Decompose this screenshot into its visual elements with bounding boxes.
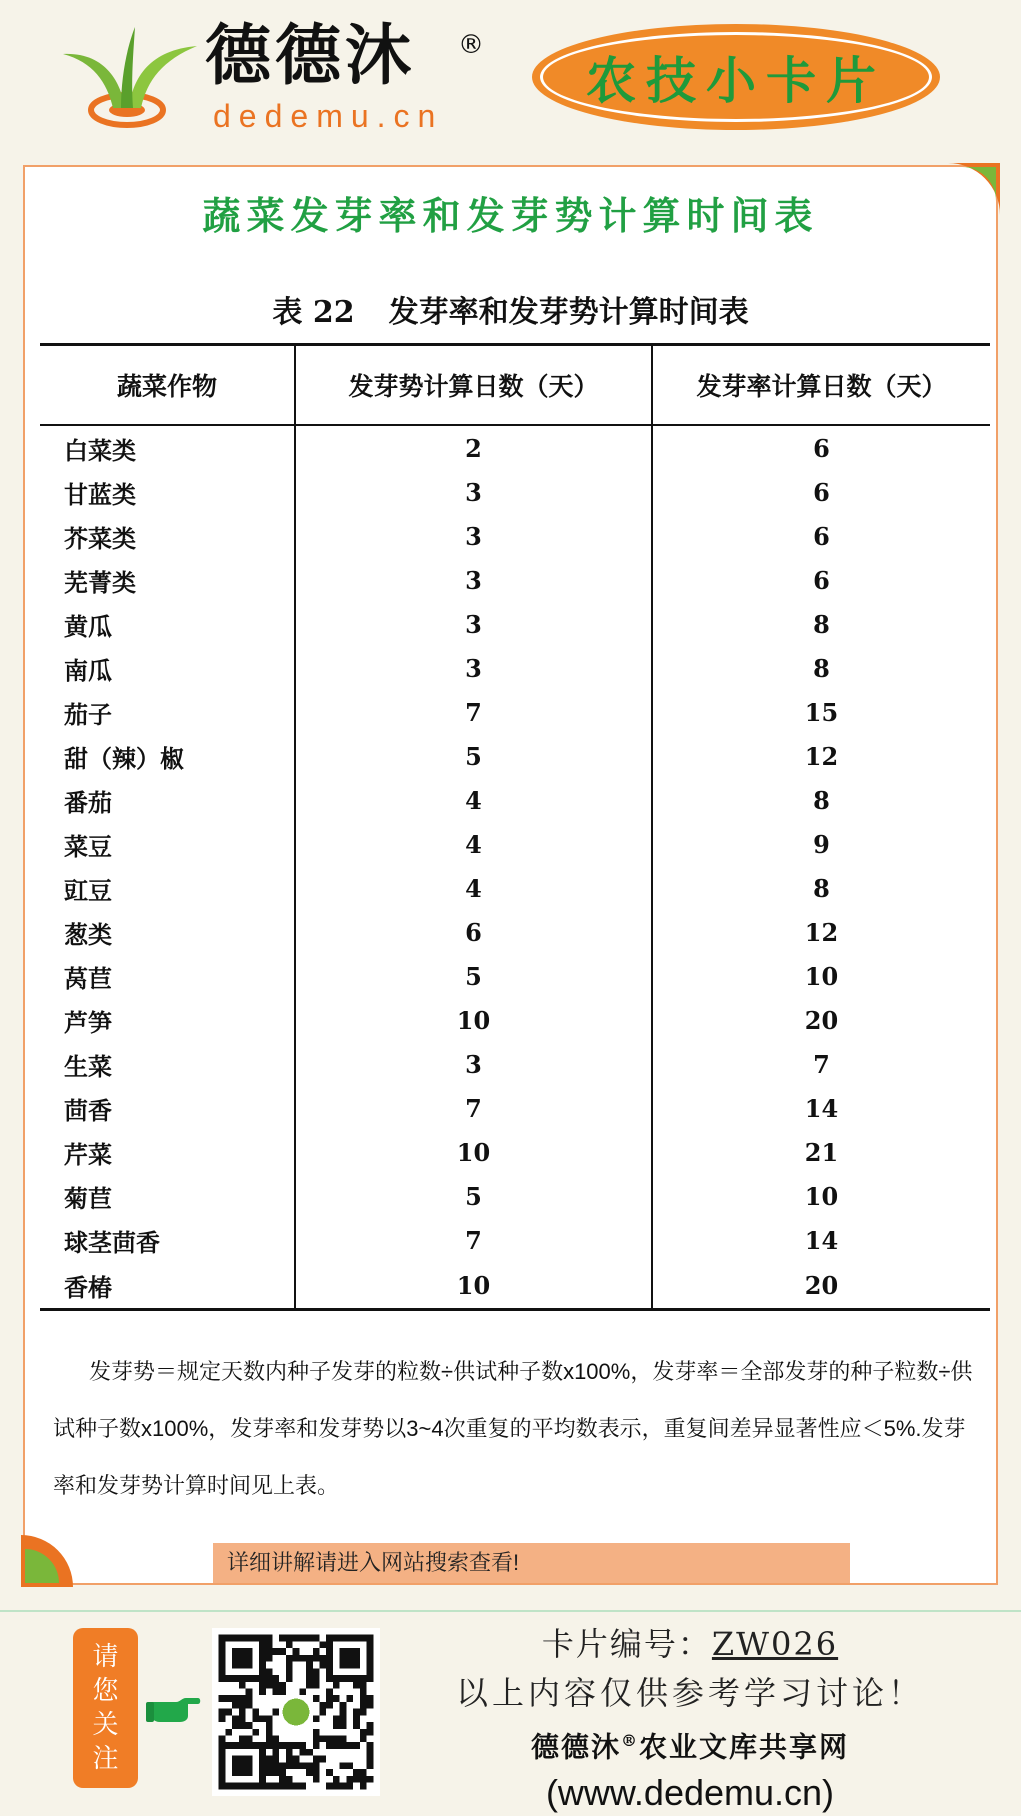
cell-rate-days: 6	[813, 521, 830, 551]
table-row	[40, 1262, 990, 1310]
cell-vigor-days: 3	[295, 514, 652, 558]
cell-rate-days: 10	[804, 1181, 839, 1211]
cell-rate-days: 8	[813, 653, 830, 683]
brand-name: 德德沐	[205, 16, 415, 94]
table-number: 表 22	[272, 295, 355, 330]
cell-vigor-days: 3	[295, 646, 652, 690]
site-name-brand: 德德沐	[530, 1730, 621, 1764]
follow-char: 注	[92, 1744, 119, 1774]
sprout-logo-icon	[55, 22, 205, 137]
detail-note: 详细讲解请进入网站搜索查看!	[213, 1543, 850, 1583]
cell-vigor-days: 6	[295, 910, 652, 954]
cell-crop: 菊苣	[40, 1174, 295, 1218]
table-row	[40, 822, 990, 866]
cell-vigor-days: 7	[295, 1218, 652, 1262]
column-header-crop: 蔬菜作物	[40, 345, 295, 426]
cell-crop: 白菜类	[40, 425, 295, 470]
table-caption-text: 发芽率和发芽势计算时间表	[388, 295, 749, 330]
cell-rate-days: 14	[804, 1225, 839, 1255]
cell-crop: 番茄	[40, 778, 295, 822]
table-header-row	[40, 345, 990, 426]
cell-vigor-days: 3	[295, 1042, 652, 1086]
qr-code[interactable]	[212, 1628, 380, 1796]
cell-vigor-days: 4	[295, 866, 652, 910]
cell-rate-days: 8	[813, 609, 830, 639]
table-row	[40, 425, 990, 470]
cell-vigor-days: 7	[295, 1086, 652, 1130]
cell-vigor-days: 7	[295, 690, 652, 734]
card-number-label: 卡片编号：	[541, 1625, 712, 1663]
table-row	[40, 690, 990, 734]
cell-vigor-days: 3	[295, 602, 652, 646]
cell-crop: 豇豆	[40, 866, 295, 910]
column-header-rate-days: 发芽率计算日数（天）	[652, 345, 990, 426]
cell-vigor-days: 10	[295, 1262, 652, 1310]
explanation-text: 发芽势＝规定天数内种子发芽的粒数÷供试种子数x100%，发芽率＝全部发芽的种子粒数÷供试种子数x100%，发芽率和发芽势以3~4次重复的平均数表示，重复间差异显著性应＜5%.发芽率和发芽势计算时间见上表。	[53, 1359, 973, 1498]
follow-tag	[73, 1628, 138, 1788]
cell-rate-days: 14	[804, 1093, 839, 1123]
footer-info	[410, 1620, 970, 1816]
footer-divider	[0, 1610, 1021, 1612]
cell-crop: 黄瓜	[40, 602, 295, 646]
table-row	[40, 866, 990, 910]
cell-crop: 莴苣	[40, 954, 295, 998]
table-caption	[25, 287, 996, 331]
cell-rate-days: 20	[804, 1005, 839, 1035]
cell-rate-days: 8	[813, 785, 830, 815]
cell-rate-days: 21	[804, 1137, 839, 1167]
cell-rate-days: 15	[804, 697, 839, 727]
cell-crop: 茄子	[40, 690, 295, 734]
cell-crop: 球茎茴香	[40, 1218, 295, 1262]
germination-table	[40, 343, 990, 1311]
cell-crop: 菜豆	[40, 822, 295, 866]
site-name	[410, 1718, 970, 1770]
cell-vigor-days: 5	[295, 954, 652, 998]
card-number-line	[410, 1620, 970, 1668]
table-row	[40, 514, 990, 558]
cell-vigor-days: 3	[295, 470, 652, 514]
table-row	[40, 602, 990, 646]
cell-crop: 芥菜类	[40, 514, 295, 558]
cell-crop: 香椿	[40, 1262, 295, 1310]
table-row	[40, 470, 990, 514]
table-body	[40, 425, 990, 1310]
cell-rate-days: 6	[813, 565, 830, 595]
table-row	[40, 998, 990, 1042]
cell-vigor-days: 4	[295, 822, 652, 866]
cell-rate-days: 8	[813, 873, 830, 903]
site-name-mark: ®	[621, 1731, 639, 1750]
cell-rate-days: 20	[652, 1262, 990, 1310]
cell-rate-days: 10	[804, 961, 839, 991]
cell-rate-days: 6	[813, 433, 830, 463]
cell-crop: 茴香	[40, 1086, 295, 1130]
table-row	[40, 778, 990, 822]
cell-vigor-days: 10	[295, 1130, 652, 1174]
card-title: 蔬菜发芽率和发芽势计算时间表	[202, 193, 819, 238]
cell-vigor-days: 5	[295, 1174, 652, 1218]
cell-vigor-days: 4	[295, 778, 652, 822]
table-row	[40, 1130, 990, 1174]
cell-crop: 芜菁类	[40, 558, 295, 602]
cell-vigor-days: 5	[295, 734, 652, 778]
cell-crop: 甜（辣）椒	[40, 734, 295, 778]
table-row	[40, 954, 990, 998]
cell-crop: 芦笋	[40, 998, 295, 1042]
follow-char: 请	[92, 1642, 119, 1672]
cell-crop: 甘蓝类	[40, 470, 295, 514]
follow-char: 您	[92, 1676, 119, 1706]
column-header-vigor-days: 发芽势计算日数（天）	[295, 345, 652, 426]
follow-char: 关	[92, 1710, 119, 1740]
table-row	[40, 1218, 990, 1262]
disclaimer: 以上内容仅供参考学习讨论！	[455, 1674, 924, 1712]
table-row	[40, 734, 990, 778]
card-number: ZW026	[711, 1625, 839, 1663]
cell-rate-days: 9	[813, 829, 830, 859]
cell-rate-days: 12	[804, 917, 839, 947]
table-row	[40, 910, 990, 954]
cell-crop: 生菜	[40, 1042, 295, 1086]
cell-crop: 芹菜	[40, 1130, 295, 1174]
card-type-badge	[532, 24, 940, 130]
cell-crop: 葱类	[40, 910, 295, 954]
cell-rate-days: 12	[804, 741, 839, 771]
cell-vigor-days: 2	[295, 425, 652, 470]
table-row	[40, 646, 990, 690]
site-url[interactable]: (www.dedemu.cn)	[545, 1772, 835, 1814]
table-row	[40, 558, 990, 602]
table-row	[40, 1042, 990, 1086]
site-name-suffix: 农业文库共享网	[639, 1730, 850, 1764]
info-card	[23, 165, 998, 1585]
cell-rate-days: 7	[813, 1049, 830, 1079]
registered-mark: ®	[458, 30, 484, 60]
cell-vigor-days: 10	[295, 998, 652, 1042]
cell-rate-days: 6	[813, 477, 830, 507]
cell-vigor-days: 3	[295, 558, 652, 602]
brand-domain: dedemu.cn	[213, 98, 444, 134]
cell-crop: 南瓜	[40, 646, 295, 690]
pointing-hand-icon	[146, 1688, 202, 1726]
card-type-label: 农技小卡片	[586, 51, 886, 110]
table-row	[40, 1086, 990, 1130]
table-row	[40, 1174, 990, 1218]
corner-ornament-icon	[21, 1535, 73, 1587]
